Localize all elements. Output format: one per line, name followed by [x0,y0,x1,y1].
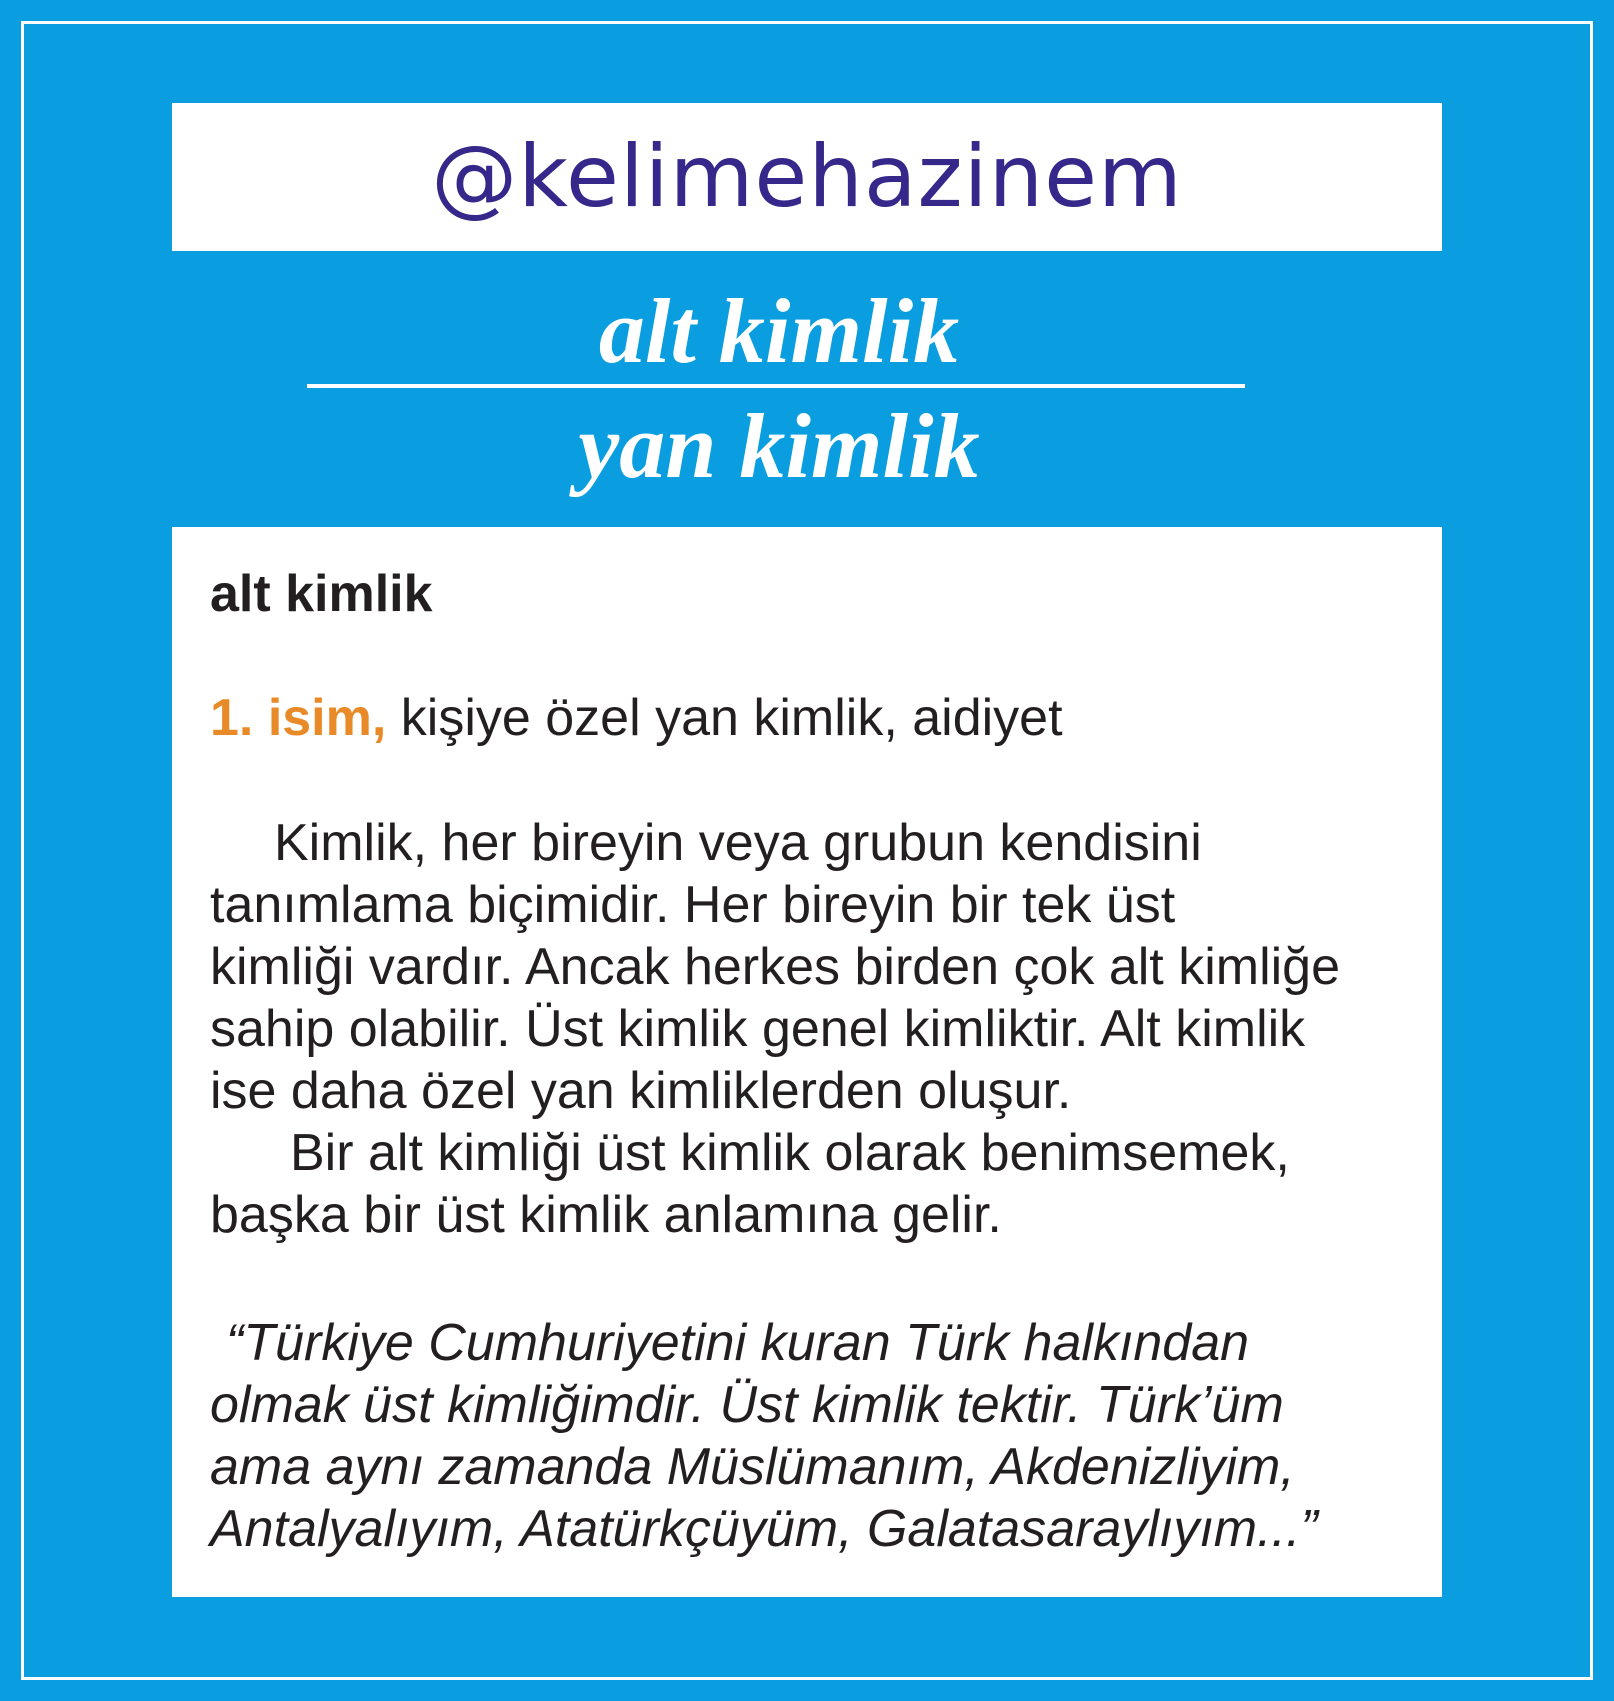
quote-line: “Türkiye Cumhuriyetini kuran Türk halkından [226,1314,1250,1372]
quote-line: ama aynı zamanda Müslümanım, Akdenizliyim, [210,1438,1295,1496]
title-divider [307,384,1245,388]
quote-line: Antalyalıyım, Atatürkçüyüm, Galatasaraylıyım...” [210,1500,1318,1558]
paragraph-line: Bir alt kimliği üst kimlik olarak benimsemek, [290,1124,1290,1182]
explanation-paragraph [210,812,1340,1246]
sense-text: kişiye özel yan kimlik, aidiyet [400,689,1063,747]
paragraph-line: kimliği vardır. Ancak herkes birden çok alt kimliğe [210,938,1341,996]
sense-line [210,689,1063,747]
title-top: alt kimlik [598,280,960,382]
paragraph-line: Kimlik, her bireyin veya grubun kendisini [274,814,1202,872]
handle-banner [172,103,1442,251]
headword: alt kimlik [210,565,433,623]
account-handle: @kelimehazinem [431,127,1183,227]
paragraph-line: tanımlama biçimidir. Her bireyin bir tek üst [210,876,1176,934]
paragraph-line: başka bir üst kimlik anlamına gelir. [210,1186,1002,1244]
title-bottom: yan kimlik [578,395,980,497]
paragraph-line: sahip olabilir. Üst kimlik genel kimliktir. Alt kimlik [210,1000,1306,1058]
sense-label: 1. isim, [210,689,387,747]
example-quote [210,1312,1318,1560]
quote-line: olmak üst kimliğimdir. Üst kimlik tektir. Türk’üm [210,1376,1284,1434]
paragraph-line: ise daha özel yan kimliklerden oluşur. [210,1062,1072,1120]
